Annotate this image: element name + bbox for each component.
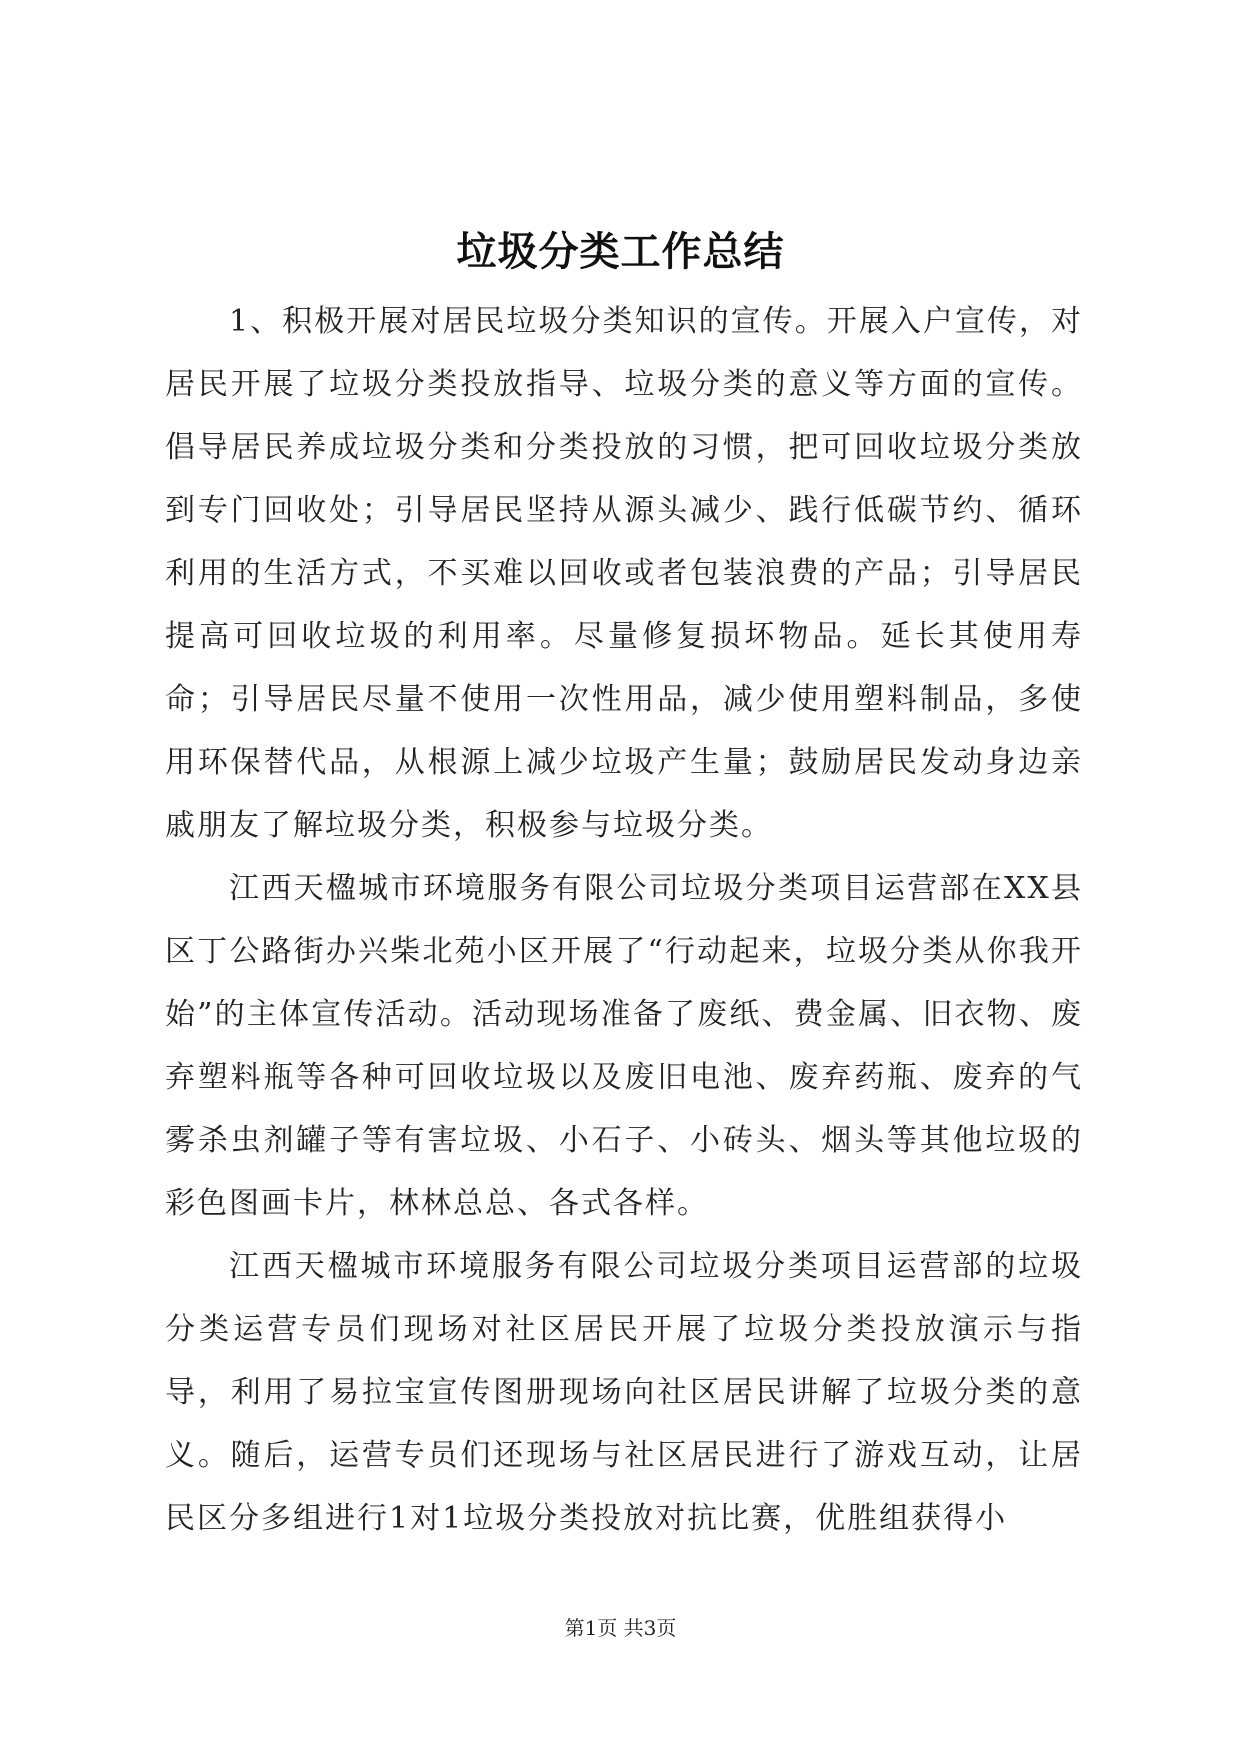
- page-footer: 第1页 共3页: [564, 1616, 677, 1640]
- document-body: [165, 290, 1083, 1550]
- document-title: 垃圾分类工作总结: [456, 228, 785, 275]
- paragraph-1: 1、积极开展对居民垃圾分类知识的宣传。开展入户宣传，对居民开展了垃圾分类投放指导、垃圾分类的意义等方面的宣传。倡导居民养成垃圾分类和分类投放的习惯，把可回收垃圾分类放到专门回收处；引导居民坚持从源头减少、践行低碳节约、循环利用的生活方式，不买难以回收或者包装浪费的产品；引导居民提高可回收垃圾的利用率。尽量修复损坏物品。延长其使用寿命；引导居民尽量不使用一次性用品，减少使用塑料制品，多使用环保替代品，从根源上减少垃圾产生量；鼓励居民发动身边亲戚朋友了解垃圾分类，积极参与垃圾分类。: [165, 304, 1083, 843]
- paragraph-2: 江西天楹城市环境服务有限公司垃圾分类项目运营部在XX县区丁公路街办兴柴北苑小区开展了“行动起来，垃圾分类从你我开始”的主体宣传活动。活动现场准备了废纸、费金属、旧衣物、废弃塑料瓶等各种可回收垃圾以及废旧电池、废弃药瓶、废弃的气雾杀虫剂罐子等有害垃圾、小石子、小砖头、烟头等其他垃圾的彩色图画卡片，林林总总、各式各样。: [165, 871, 1083, 1221]
- paragraph-3: 江西天楹城市环境服务有限公司垃圾分类项目运营部的垃圾分类运营专员们现场对社区居民开展了垃圾分类投放演示与指导，利用了易拉宝宣传图册现场向社区居民讲解了垃圾分类的意义。随后，运营专员们还现场与社区居民进行了游戏互动，让居民区分多组进行1对1垃圾分类投放对抗比赛，优胜组获得小: [165, 1249, 1083, 1536]
